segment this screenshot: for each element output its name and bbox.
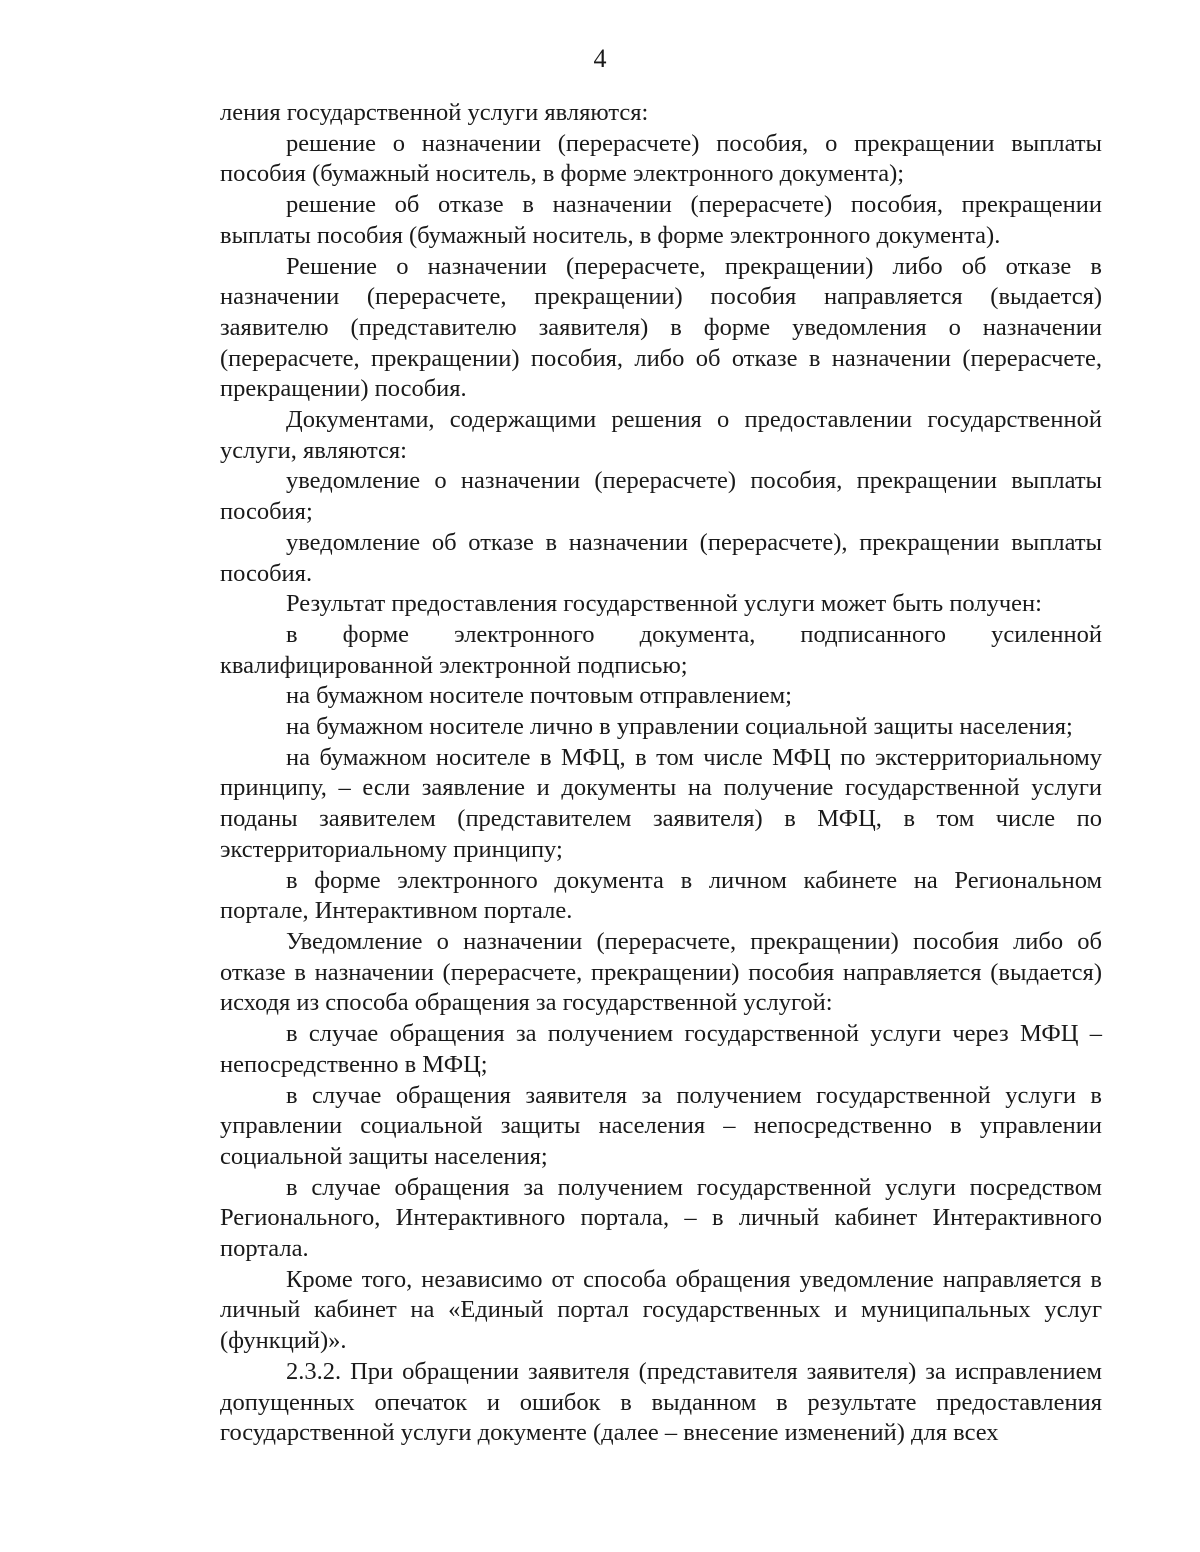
- paragraph-continuation: ления государственной услуги являются:: [220, 99, 649, 126]
- paragraph: Документами, содержащими решения о предоставлении государственной услуги, являются:: [220, 406, 1102, 464]
- paragraph: в форме электронного документа в личном кабинете на Региональном портале, Интерактивном портале.: [220, 866, 1102, 925]
- paragraph: 2.3.2. При обращении заявителя (представителя заявителя) за исправлением допущенных опечаток и ошибок в выданном в результате предоставления государственной услуги документе (далее – внесение изменений) для всех: [220, 1357, 1102, 1447]
- paragraph: на бумажном носителе почтовым отправлением;: [286, 682, 792, 710]
- paragraph: в случае обращения за получением государственной услуги посредством Регионального, Интерактивного портала, – в личный кабинет Интерактивного портала.: [220, 1173, 1102, 1263]
- paragraph: в форме электронного документа, подписанного усиленной квалифицированной электронной подписью;: [220, 620, 1102, 679]
- paragraph: на бумажном носителе в МФЦ, в том числе МФЦ по экстерриториальному принципу, – если заявление и документы на получение государственной услуги поданы заявителем (представителем заявителя) в МФЦ, в том числе по экстерриториальному принципу;: [220, 743, 1102, 863]
- paragraph: решение о назначении (перерасчете) пособия, о прекращении выплаты пособия (бумажный носитель, в форме электронного документа);: [220, 129, 1102, 188]
- paragraph: Уведомление о назначении (перерасчете, прекращении) пособия либо об отказе в назначении (перерасчете, прекращении) пособия направляется (выдается) исходя из способа обращения за государственной услугой:: [220, 927, 1102, 1017]
- document-body: [220, 98, 1102, 1449]
- paragraph: уведомление о назначении (перерасчете) пособия, прекращении выплаты пособия;: [220, 467, 1102, 526]
- paragraph: на бумажном носителе лично в управлении социальной защиты населения;: [286, 713, 1073, 741]
- paragraph: решение об отказе в назначении (перерасчете) пособия, прекращении выплаты пособия (бумажный носитель, в форме электронного документа).: [220, 191, 1102, 249]
- paragraph: Решение о назначении (перерасчете, прекращении) либо об отказе в назначении (перерасчете, прекращении) пособия направляется (выдается) заявителю (представителю заявителя) в форме уведомления о назначении (перерасчете, прекращении) пособия, либо об отказе в назначении (перерасчете, прекращении) пособия.: [220, 252, 1102, 403]
- paragraph: Кроме того, независимо от способа обращения уведомление направляется в личный кабинет на «Единый портал государственных и муниципальных услуг (функций)».: [220, 1265, 1102, 1355]
- paragraph: в случае обращения за получением государственной услуги через МФЦ – непосредственно в МФЦ;: [220, 1020, 1102, 1078]
- page-number: 4: [593, 44, 607, 73]
- paragraph: в случае обращения заявителя за получением государственной услуги в управлении социальной защиты населения – непосредственно в управлении социальной защиты населения;: [220, 1081, 1102, 1170]
- paragraph: Результат предоставления государственной услуги может быть получен:: [286, 590, 1042, 618]
- paragraph: уведомление об отказе в назначении (перерасчете), прекращении выплаты пособия.: [220, 528, 1102, 587]
